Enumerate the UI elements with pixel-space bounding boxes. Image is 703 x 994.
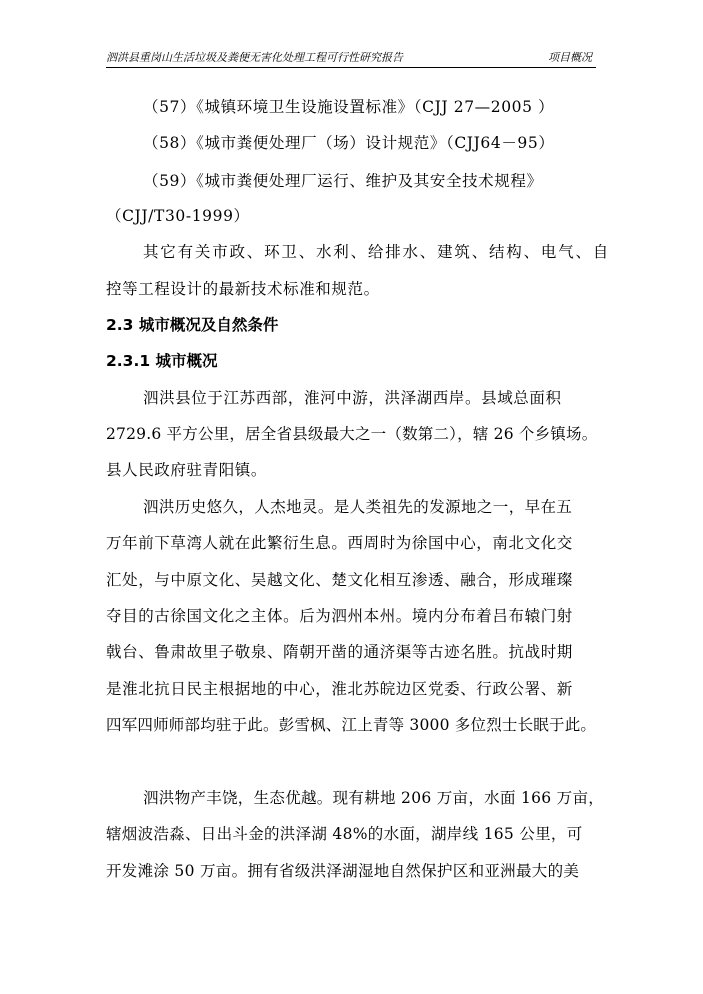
paragraph-2-line-6: 是淮北抗日民主根据地的中心，淮北苏皖边区党委、行政公署、新 xyxy=(106,680,573,698)
section-heading-2-3: 2.3 城市概况及自然条件 xyxy=(106,316,279,334)
other-standards-line-2: 控等工程设计的最新技术标准和规范。 xyxy=(106,280,380,298)
paragraph-1-line-3: 县人民政府驻青阳镇。 xyxy=(106,461,268,479)
paragraph-2-line-4: 夺目的古徐国文化之主体。后为泗州本州。境内分布着吕布辕门射 xyxy=(106,607,573,625)
paragraph-3-line-3: 开发滩涂 50 万亩。拥有省级洪泽湖湿地自然保护区和亚洲最大的美 xyxy=(106,862,580,880)
paragraph-1-line-1: 泗洪县位于江苏西部，淮河中游，洪泽湖西岸。县域总面积 xyxy=(143,389,562,407)
paragraph-2-line-1: 泗洪历史悠久，人杰地灵。是人类祖先的发源地之一，早在五 xyxy=(143,498,573,516)
paragraph-2-line-7: 四军四师师部均驻于此。彭雪枫、江上青等 3000 多位烈士长眠于此。 xyxy=(106,716,597,734)
paragraph-2-line-2: 万年前下草湾人就在此繁衍生息。西周时为徐国中心，南北文化交 xyxy=(106,534,573,552)
other-standards-line-1: 其它有关市政、环卫、水利、给排水、建筑、结构、电气、自 xyxy=(143,243,611,261)
section-heading-2-3-1: 2.3.1 城市概况 xyxy=(106,352,218,370)
header-section: 项目概况 xyxy=(548,51,592,64)
header-title: 泗洪县重岗山生活垃圾及粪便无害化处理工程可行性研究报告 xyxy=(106,51,403,64)
paragraph-3-line-2: 辖烟波浩淼、日出斗金的洪泽湖 48%的水面，湖岸线 165 公里，可 xyxy=(106,825,583,843)
reference-59: （59）《城市粪便处理厂运行、维护及其安全技术规程》 xyxy=(143,172,543,190)
reference-59-continuation: （CJJ/T30-1999） xyxy=(106,207,250,225)
reference-57: （57）《城镇环境卫生设施设置标准》（CJJ 27—2005 ） xyxy=(143,98,555,116)
reference-58: （58）《城市粪便处理厂（场）设计规范》（CJJ64－95） xyxy=(143,134,555,152)
paragraph-2-line-3: 汇处，与中原文化、吴越文化、楚文化相互渗透、融合，形成璀璨 xyxy=(106,571,573,589)
paragraph-3-line-1: 泗洪物产丰饶，生态优越。现有耕地 206 万亩，水面 166 万亩， xyxy=(143,789,605,807)
page-header xyxy=(106,49,596,68)
paragraph-2-line-5: 戟台、鲁肃故里子敬泉、隋朝开凿的通济渠等古迹名胜。抗战时期 xyxy=(106,643,573,661)
paragraph-1-line-2: 2729.6 平方公里，居全省县级最大之一（数第二），辖 26 个乡镇场。 xyxy=(106,425,598,443)
